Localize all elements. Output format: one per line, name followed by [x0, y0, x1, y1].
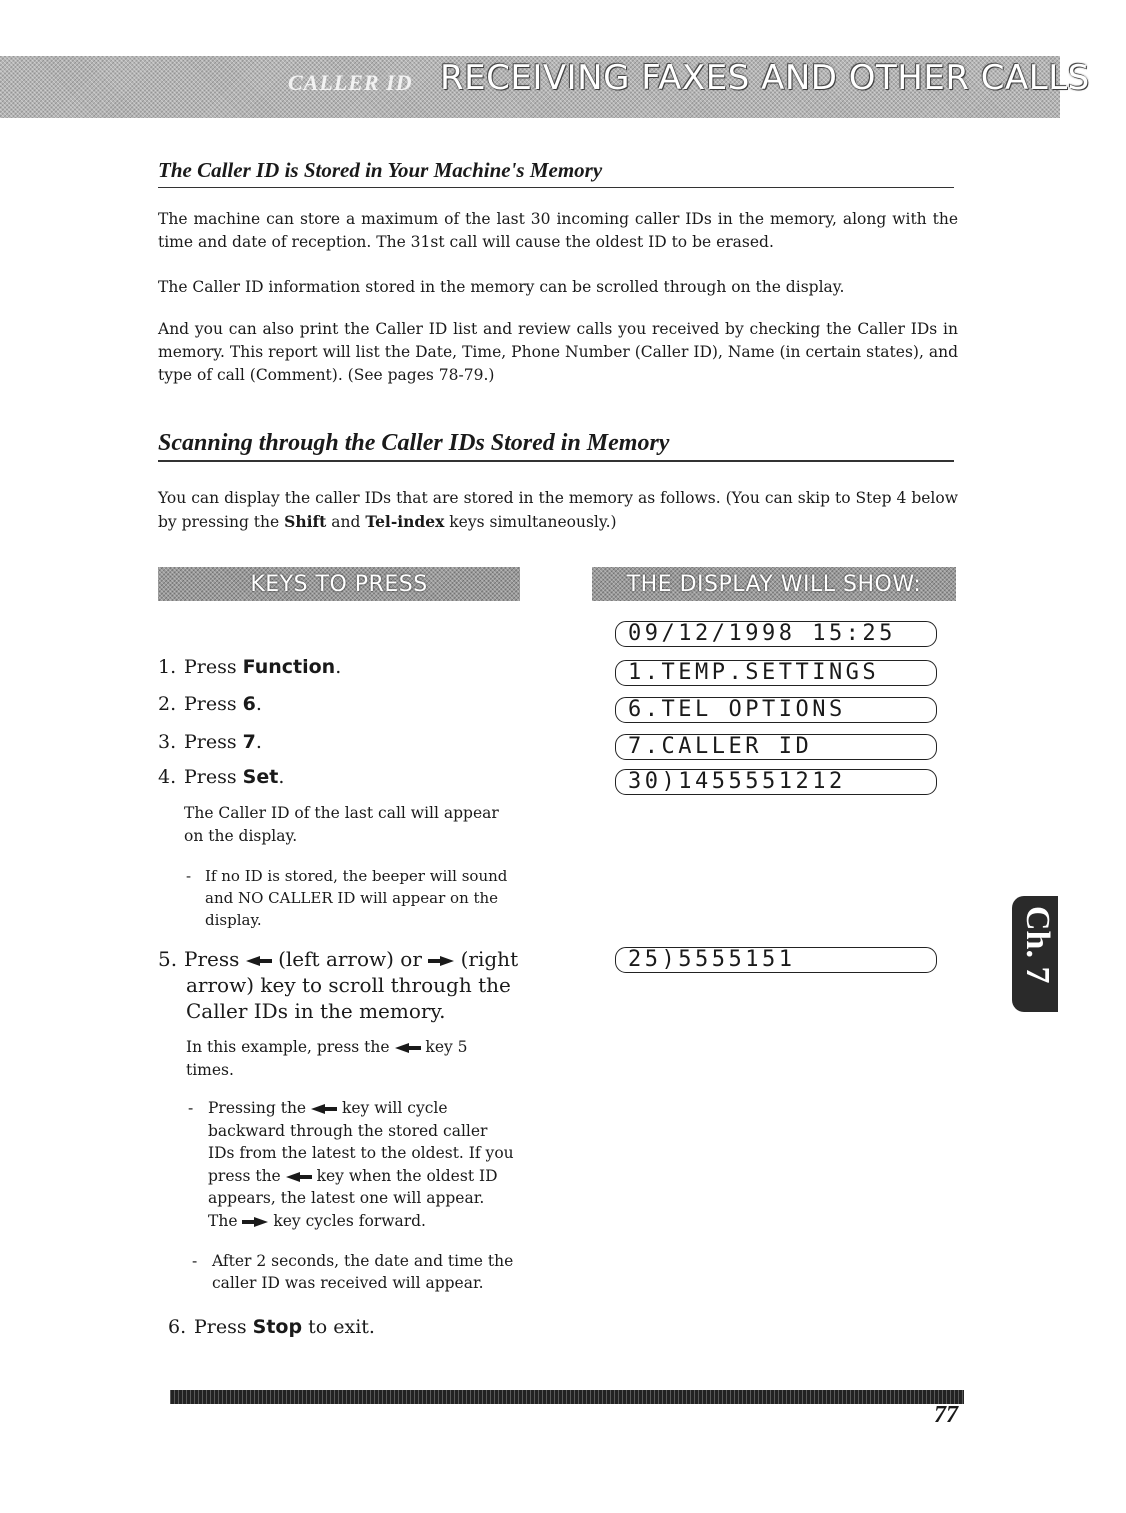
lcd-display-caller-entry-25: 25)5555151: [615, 947, 937, 973]
function-key-label: Function: [242, 656, 336, 678]
section1-paragraph-1: The machine can store a maximum of the last 30 incoming caller IDs in the memory, along with the time and date of reception. The 31st call will cause the oldest ID to be erased.: [158, 210, 958, 251]
set-key-label: Set: [242, 766, 279, 788]
right-arrow-icon: [242, 1217, 268, 1227]
tel-index-key-label: Tel-index: [365, 512, 445, 531]
lcd-display-caller-entry-30: 30)1455551212: [615, 769, 937, 795]
stop-key-label: Stop: [252, 1316, 303, 1338]
chapter-tab-label: Ch. 7: [1019, 906, 1056, 984]
keys-to-press-header: KEYS TO PRESS: [158, 567, 520, 601]
lcd-display-tel-options: 6.TEL OPTIONS: [615, 697, 937, 723]
step-4: 4. Press Set.: [158, 766, 285, 788]
step-2: 2. Press 6.: [158, 693, 262, 715]
left-arrow-icon: [286, 1172, 312, 1182]
step-5-bullet-2: - After 2 seconds, the date and time the caller ID was received will appear.: [192, 1252, 514, 1292]
step-5-note: In this example, press the key 5 times.: [186, 1038, 468, 1079]
section1-paragraph-3: And you can also print the Caller ID list and review calls you received by checking the Caller IDs in memory. This report will list the Date, Time, Phone Number (Caller ID), Name (in certain states), and type of call (Comment). (See pages 78-79.): [158, 320, 958, 384]
section1-heading: The Caller ID is Stored in Your Machine's Memory: [158, 158, 603, 182]
right-arrow-icon: [428, 956, 454, 966]
step-4-note: The Caller ID of the last call will appear on the display.: [184, 804, 499, 845]
page-number: 77: [934, 1402, 958, 1428]
left-arrow-icon: [246, 956, 272, 966]
section1-rule: [158, 187, 954, 188]
lcd-display-caller-id: 7.CALLER ID: [615, 734, 937, 760]
lcd-display-temp-settings: 1.TEMP.SETTINGS: [615, 660, 937, 686]
section2-intro: You can display the caller IDs that are stored in the memory as follows. (You can skip to Step 4 below by pressing the Shift and Tel-index keys simultaneously.): [158, 489, 958, 531]
step-5-bullet-1: - Pressing the key will cycle backward through the stored caller IDs from the latest to the oldest. If you press the key when the oldest ID appears, the latest one will appear. The key cycles forward.: [188, 1099, 514, 1230]
step-5-line-2: arrow) key to scroll through the: [186, 973, 511, 997]
step-1: 1. Press Function.: [158, 656, 342, 678]
step-4-bullet: - If no ID is stored, the beeper will sound and NO CALLER ID will appear on the display.: [186, 867, 508, 929]
banner-title: RECEIVING FAXES AND OTHER CALLS: [440, 58, 1090, 98]
display-will-show-header: THE DISPLAY WILL SHOW:: [592, 567, 956, 601]
step-5-line-3: Caller IDs in the memory.: [186, 999, 446, 1023]
left-arrow-icon: [395, 1043, 421, 1053]
step-5: 5. Press (left arrow) or (right: [158, 947, 519, 971]
section2-rule: [158, 460, 954, 462]
footer-bar: [170, 1390, 964, 1404]
shift-key-label: Shift: [284, 512, 327, 531]
lcd-display-date-time: 09/12/1998 15:25: [615, 621, 937, 647]
section1-paragraph-2: The Caller ID information stored in the memory can be scrolled through on the display.: [158, 278, 845, 296]
banner-subsection: CALLER ID: [288, 70, 413, 95]
step-3: 3. Press 7.: [158, 731, 262, 753]
section2-heading: Scanning through the Caller IDs Stored in Memory: [158, 430, 670, 456]
step-6: 6. Press Stop to exit.: [168, 1316, 375, 1338]
left-arrow-icon: [311, 1104, 337, 1114]
